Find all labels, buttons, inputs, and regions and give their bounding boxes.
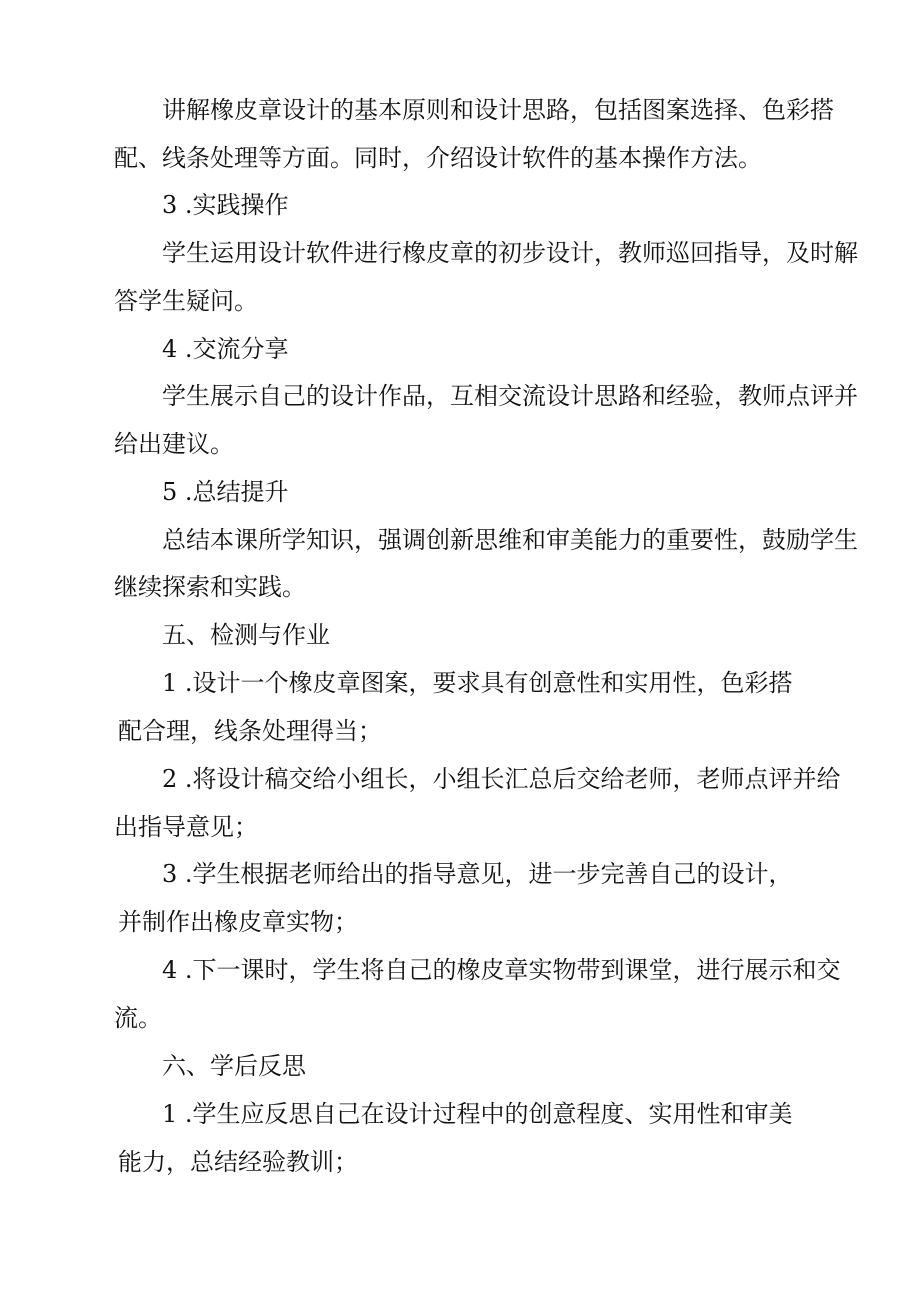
list-item-line: 流。: [114, 1004, 162, 1032]
section-heading: 4 .交流分享: [162, 335, 289, 363]
paragraph-line: 答学生疑问。: [114, 287, 258, 315]
paragraph-line: 讲解橡皮章设计的基本原则和设计思路，包括图案选择、色彩搭: [162, 96, 834, 124]
list-item-line: 配合理，线条处理得当；: [118, 717, 382, 745]
list-item-line: 出指导意见；: [114, 813, 258, 841]
section-heading: 5 .总结提升: [162, 478, 289, 506]
section-heading: 3 .实践操作: [162, 191, 289, 219]
list-item-line: 4 .下一课时，学生将自己的橡皮章实物带到课堂，进行展示和交: [162, 956, 841, 984]
list-item-line: 2 .将设计稿交给小组长，小组长汇总后交给老师，老师点评并给: [162, 765, 841, 793]
section-heading: 六、学后反思: [162, 1052, 306, 1080]
paragraph-line: 给出建议。: [114, 430, 234, 458]
list-item-line: 3 .学生根据老师给出的指导意见，进一步完善自己的设计，: [162, 860, 793, 888]
paragraph-line: 配、线条处理等方面。同时，介绍设计软件的基本操作方法。: [114, 144, 762, 172]
list-item-line: 1 .学生应反思自己在设计过程中的创意程度、实用性和审美: [162, 1100, 793, 1128]
section-heading: 五、检测与作业: [162, 621, 330, 649]
paragraph-line: 继续探索和实践。: [114, 573, 306, 601]
list-item-line: 能力，总结经验教训；: [118, 1148, 358, 1176]
paragraph-line: 学生运用设计软件进行橡皮章的初步设计，教师巡回指导，及时解: [162, 239, 858, 267]
paragraph-line: 学生展示自己的设计作品，互相交流设计思路和经验，教师点评并: [162, 382, 858, 410]
list-item-line: 1 .设计一个橡皮章图案，要求具有创意性和实用性，色彩搭: [162, 669, 793, 697]
list-item-line: 并制作出橡皮章实物；: [118, 908, 358, 936]
paragraph-line: 总结本课所学知识，强调创新思维和审美能力的重要性，鼓励学生: [162, 526, 858, 554]
